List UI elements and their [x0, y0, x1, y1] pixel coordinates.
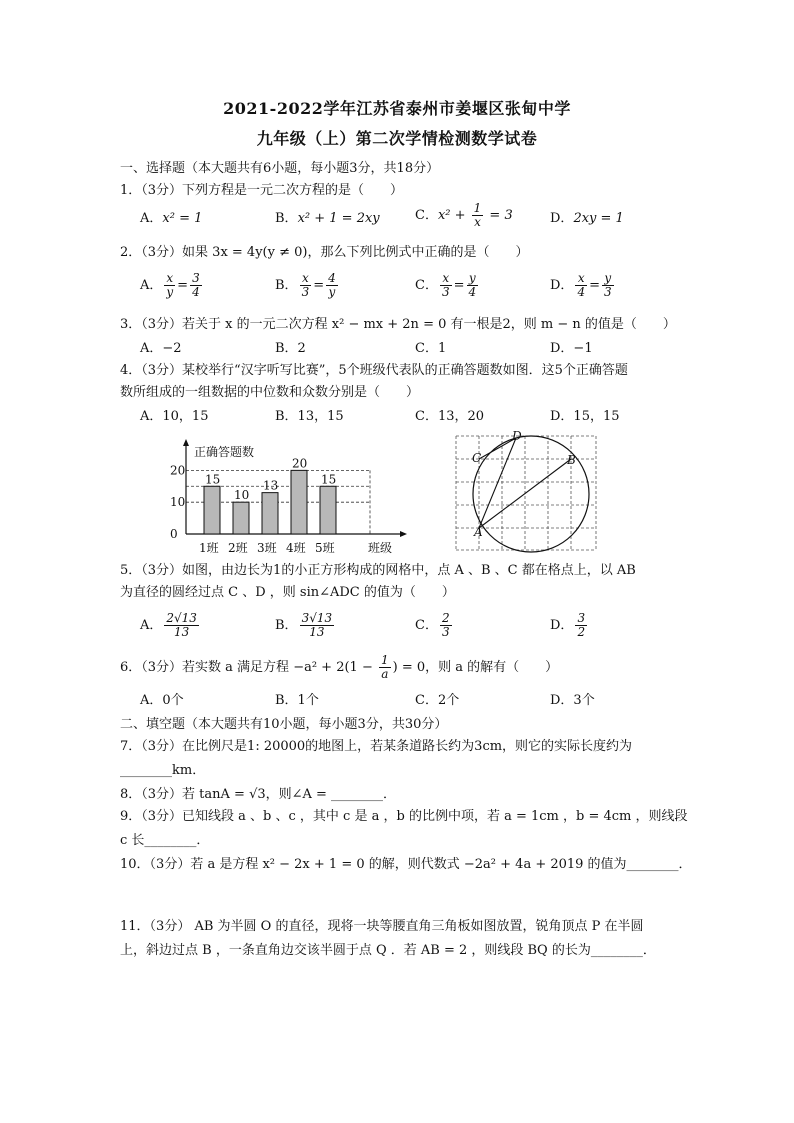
option-b[interactable]: B．1个: [275, 693, 319, 708]
numerator: 2: [441, 611, 450, 625]
equals-sign: =: [177, 278, 189, 293]
bar-value-label: 13: [263, 478, 279, 493]
option-text: x² + 1 = 2xy: [297, 211, 380, 226]
question-2-options: [140, 272, 700, 298]
category-label: 2班: [228, 541, 248, 555]
fraction: [379, 654, 391, 681]
option-letter: A．: [140, 278, 163, 293]
denominator: 3: [603, 285, 612, 299]
fraction: [300, 272, 312, 299]
chart-title: 正确答题数: [194, 445, 255, 459]
equals-sign: =: [589, 278, 600, 293]
option-b[interactable]: [275, 208, 380, 230]
denominator: 13: [174, 625, 190, 639]
option-c[interactable]: C．1: [415, 341, 447, 356]
option-letter: A．: [140, 211, 163, 226]
question-4-options: [140, 406, 700, 432]
question-3-stem: 3．（3分）若关于 x 的一元二次方程 x² − mx + 2n = 0 有一根是2，则 m − n 的值是（ ）: [120, 317, 676, 332]
option-b[interactable]: B．2: [275, 341, 306, 356]
denominator: 4: [577, 285, 586, 299]
question-7-line1: 7．（3分）在比例尺是1: 20000的地图上，若某条道路长约为3cm，则它的实际长度约为: [120, 739, 633, 754]
option-c[interactable]: [415, 202, 513, 229]
question-11-line2: 上，斜边过点 B ，一条直角边交该半圆于点 Q ．若 AB = 2 ，则线段 BQ 的长为________．: [120, 943, 656, 958]
fraction: [300, 612, 335, 639]
denominator: a: [381, 667, 389, 681]
fraction: [602, 272, 614, 299]
option-d[interactable]: [550, 208, 624, 230]
denominator: x: [474, 215, 481, 229]
question-6-stem: [120, 654, 558, 681]
option-letter: C．: [415, 278, 438, 293]
denominator: y: [166, 285, 174, 299]
numerator: 3: [192, 271, 200, 285]
option-letter: B．: [275, 278, 298, 293]
x-axis-label: 班级: [368, 541, 393, 555]
question-5-stem-line1: 5．（3分）如图，由边长为1的小正方形构成的网格中，点 A 、B 、C 都在格点上，以 AB: [120, 563, 636, 578]
numerator: 3√13: [301, 611, 333, 625]
denominator: 13: [309, 625, 325, 639]
option-a[interactable]: [140, 272, 204, 299]
bar-chart-figure: [160, 436, 410, 564]
category-label: 5班: [315, 541, 335, 555]
option-a[interactable]: A．−2: [140, 341, 182, 356]
option-letter: D．: [550, 211, 574, 226]
question-4-stem-line2: 数所组成的一组数据的中位数和众数分别是（ ）: [120, 385, 420, 400]
option-a[interactable]: A．10，15: [140, 409, 209, 424]
numerator: x: [300, 272, 312, 286]
fraction: [575, 272, 587, 299]
equals-sign: =: [453, 278, 465, 293]
option-b[interactable]: [275, 612, 336, 639]
question-9-line2: c 长________．: [120, 833, 210, 848]
fraction: [472, 202, 484, 229]
y-tick-label: 0: [170, 527, 178, 541]
category-label: 4班: [286, 541, 306, 555]
bar-value-label: 15: [321, 472, 337, 487]
bar-value-label: 15: [205, 472, 221, 487]
exam-title-line1: 2021-2022学年江苏省泰州市姜堰区张甸中学: [223, 99, 571, 118]
question-3-options: [140, 338, 700, 364]
equals-sign: =: [313, 278, 325, 293]
circle-grid-diagram: [450, 430, 602, 554]
option-text: x² +: [437, 208, 470, 223]
option-d[interactable]: [550, 272, 616, 299]
numerator: x: [440, 272, 452, 286]
denominator: 3: [441, 625, 450, 639]
option-letter: B．: [275, 211, 298, 226]
bar-2班: [233, 502, 249, 534]
option-d[interactable]: [550, 612, 589, 639]
section-choice-heading: 一、选择题（本大题共有6小题，每小题3分，共18分）: [120, 161, 440, 176]
category-label: 3班: [257, 541, 277, 555]
question-9-line1: 9．（3分）已知线段 a 、b 、c ，其中 c 是 a ，b 的比例中项，若 a = 1cm ，b = 4cm ，则线段: [120, 809, 688, 824]
x-axis-arrow: [400, 531, 407, 537]
fraction: [190, 272, 202, 299]
option-c[interactable]: [415, 272, 480, 299]
bar-1班: [204, 486, 220, 534]
numerator: x: [166, 271, 174, 285]
numerator: x: [575, 272, 587, 286]
question-6-options: [140, 690, 700, 716]
option-c[interactable]: C．2个: [415, 693, 460, 708]
option-text: 2xy = 1: [573, 211, 624, 226]
question-8: 8．（3分）若 tanA = √3，则∠A = ________．: [120, 787, 397, 802]
question-5-stem-line2: 为直径的圆经过点 C 、D ，则 sin∠ADC 的值为（ ）: [120, 585, 455, 600]
y-tick-label: 10: [170, 495, 186, 510]
point-labels: [472, 430, 576, 539]
bar-5班: [320, 486, 336, 534]
denominator: 2: [577, 625, 586, 639]
bar-3班: [262, 493, 278, 534]
denominator: y: [328, 285, 336, 299]
bar-chart: [160, 436, 410, 560]
denominator: 3: [301, 285, 310, 299]
numerator: y: [602, 272, 614, 286]
label-b: B: [567, 453, 576, 467]
numerator: 1: [473, 201, 482, 215]
denominator: 3: [441, 285, 450, 299]
question-7-line2: ________km．: [120, 763, 206, 778]
stem-pre: 6．（3分）若实数 a 满足方程 −a² + 2(1 −: [120, 660, 377, 675]
option-d[interactable]: D．15，15: [550, 409, 620, 424]
option-d[interactable]: D．3个: [550, 693, 595, 708]
numerator: 3: [577, 611, 586, 625]
y-tick-label: 20: [170, 463, 186, 478]
question-1-options: [140, 201, 700, 234]
fraction: [164, 612, 199, 639]
option-b[interactable]: B．13，15: [275, 409, 344, 424]
fraction: [440, 272, 452, 299]
label-a: A: [474, 525, 483, 539]
numerator: y: [467, 272, 479, 286]
denominator: 4: [192, 285, 200, 299]
numerator: 4: [328, 271, 336, 285]
option-c[interactable]: C．13，20: [415, 409, 485, 424]
label-d: D: [512, 430, 522, 443]
section-fill-heading: 二、填空题（本大题共有10小题，每小题3分，共30分）: [120, 717, 448, 732]
bar-value-label: 10: [234, 488, 250, 503]
numerator: 2√13: [166, 611, 197, 625]
option-a[interactable]: [140, 612, 201, 639]
option-c[interactable]: [415, 612, 454, 639]
option-letter: B．: [275, 618, 298, 633]
stem-post: ) = 0，则 a 的解有（ ）: [392, 660, 559, 675]
exam-title-line2: 九年级（上）第二次学情检测数学试卷: [256, 129, 538, 148]
question-11-line1: 11．（3分） AB 为半圆 O 的直径，现将一块等腰直角三角板如图放置，锐角顶点 P 在半圆: [120, 919, 644, 934]
question-4-stem-line1: 4．（3分）某校举行“汉字听写比赛”，5个班级代表队的正确答题数如图．这5个正确答题: [120, 363, 628, 378]
fraction: [440, 612, 452, 639]
question-2-stem: 2．（3分）如果 3x = 4y(y ≠ 0)，那么下列比例式中正确的是（ ）: [120, 245, 529, 260]
numerator: 1: [380, 653, 389, 667]
category-label: 1班: [199, 541, 219, 555]
fraction: [575, 612, 587, 639]
question-10: 10．（3分）若 a 是方程 x² − 2x + 1 = 0 的解，则代数式 −2a² + 4a + 2019 的值为________．: [120, 857, 692, 872]
option-letter: C．: [415, 208, 438, 223]
option-letter: A．: [140, 618, 163, 633]
option-text-post: = 3: [485, 208, 513, 223]
denominator: 4: [468, 285, 477, 299]
bar-4班: [291, 470, 307, 534]
option-letter: C．: [415, 618, 438, 633]
option-b[interactable]: [275, 272, 340, 299]
option-text: x² = 1: [162, 211, 203, 226]
option-a[interactable]: A．0个: [140, 693, 184, 708]
question-5-options: [140, 612, 700, 638]
fraction: [467, 272, 479, 299]
circle-grid-figure: [450, 430, 602, 558]
option-a[interactable]: [140, 208, 202, 230]
fraction: [326, 272, 338, 299]
label-c: C: [472, 451, 482, 465]
option-d[interactable]: D．−1: [550, 341, 593, 356]
fraction: [164, 272, 175, 299]
question-1-stem: 1．（3分）下列方程是一元二次方程的是（ ）: [120, 183, 404, 198]
y-axis-arrow: [183, 439, 189, 446]
option-letter: D．: [550, 278, 574, 293]
option-letter: D．: [550, 618, 574, 633]
bar-value-label: 20: [292, 456, 308, 471]
